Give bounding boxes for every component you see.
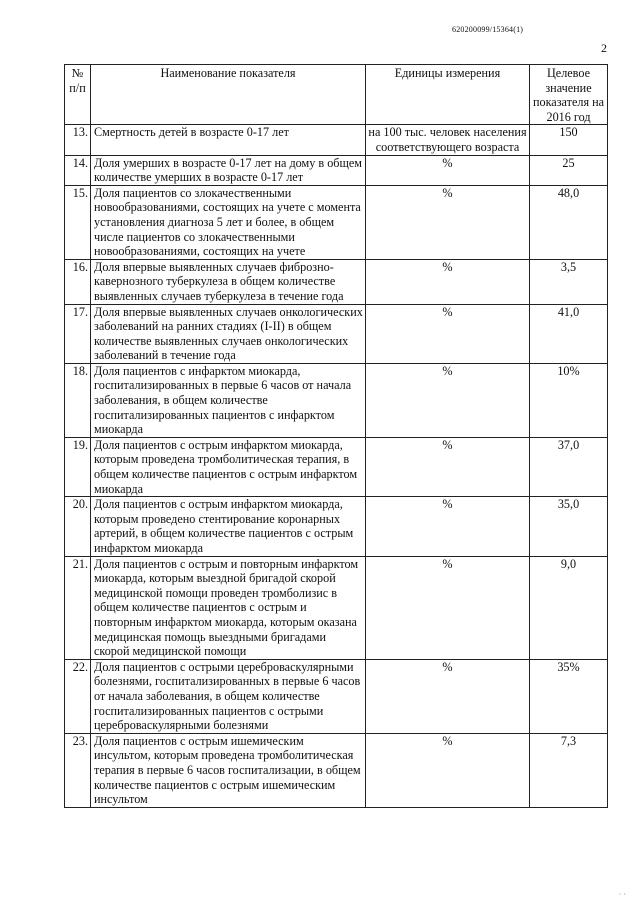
table-row	[65, 259, 608, 304]
column-header-target: Целевое значение показателя на 2016 год	[530, 65, 608, 125]
indicators-table	[64, 64, 608, 808]
target-value: 25	[530, 155, 608, 185]
indicator-name: Доля умерших в возрасте 0-17 лет на дому в общем количестве умерших в возрасте 0-17 лет	[91, 155, 366, 185]
target-value: 35,0	[530, 497, 608, 556]
table-row	[65, 155, 608, 185]
row-number: 23.	[65, 733, 91, 807]
table-row	[65, 185, 608, 259]
column-header-unit: Единицы измерения	[366, 65, 530, 125]
table-body	[65, 125, 608, 807]
row-number: 21.	[65, 556, 91, 659]
table-row	[65, 304, 608, 363]
target-value: 10%	[530, 363, 608, 437]
indicator-name: Доля пациентов с острым инфарктом миокарда, которым проведено стентирование коронарных артерий, в общем количестве пациентов с острым инфарктом миокарда	[91, 497, 366, 556]
row-number: 20.	[65, 497, 91, 556]
table-row	[65, 497, 608, 556]
column-header-name: Наименование показателя	[91, 65, 366, 125]
indicator-name: Доля впервые выявленных случаев фиброзно-кавернозного туберкулеза в общем количестве выявленных случаев туберкулеза в течение года	[91, 259, 366, 304]
target-value: 7,3	[530, 733, 608, 807]
target-value: 48,0	[530, 185, 608, 259]
unit-of-measure: %	[366, 733, 530, 807]
row-number: 13.	[65, 125, 91, 155]
table-row	[65, 733, 608, 807]
table-row	[65, 659, 608, 733]
target-value: 41,0	[530, 304, 608, 363]
unit-of-measure: %	[366, 437, 530, 496]
target-value: 150	[530, 125, 608, 155]
table-row	[65, 556, 608, 659]
table-header-row	[65, 65, 608, 125]
column-header-number: № п/п	[65, 65, 91, 125]
target-value: 37,0	[530, 437, 608, 496]
unit-of-measure: %	[366, 155, 530, 185]
table-row	[65, 363, 608, 437]
table-row	[65, 437, 608, 496]
row-number: 14.	[65, 155, 91, 185]
indicator-name: Смертность детей в возрасте 0-17 лет	[91, 125, 366, 155]
target-value: 9,0	[530, 556, 608, 659]
row-number: 17.	[65, 304, 91, 363]
unit-of-measure: %	[366, 556, 530, 659]
table-row	[65, 125, 608, 155]
indicator-name: Доля пациентов с острым инфарктом миокарда, которым проведена тромболитическая терапия, в общем количестве пациентов с острым инфарктом миокарда	[91, 437, 366, 496]
document-id: 620200099/15364(1)	[452, 25, 524, 34]
indicator-name: Доля пациентов с острыми цереброваскулярными болезнями, госпитализированных в первые 6 часов от начала заболевания, в общем количестве госпитализированных пациентов с острыми цереброваскулярными болезнями	[91, 659, 366, 733]
row-number: 15.	[65, 185, 91, 259]
unit-of-measure: %	[366, 659, 530, 733]
unit-of-measure: %	[366, 185, 530, 259]
indicator-name: Доля пациентов с острым ишемическим инсультом, которым проведена тромболитическая терапия в первые 6 часов госпитализации, в общем количестве пациентов с острым ишемическим инсультом	[91, 733, 366, 807]
indicator-name: Доля пациентов с острым и повторным инфарктом миокарда, которым выездной бригадой скорой медицинской помощи проведен тромболизис в общем количестве пациентов с острым и повторным инфарктом миокарда, которым оказана медицинская помощь выездными бригадами скорой медицинской помощи	[91, 556, 366, 659]
indicator-name: Доля впервые выявленных случаев онкологических заболеваний на ранних стадиях (I-II) в общем количестве выявленных случаев онкологических заболеваний в течение года	[91, 304, 366, 363]
target-value: 35%	[530, 659, 608, 733]
unit-of-measure: на 100 тыс. человек населения соответствующего возраста	[366, 125, 530, 155]
indicator-name: Доля пациентов со злокачественными новообразованиями, состоящих на учете с момента установления диагноза 5 лет и более, в общем числе пациентов со злокачественными новообразованиями, состоящих на учете	[91, 185, 366, 259]
unit-of-measure: %	[366, 497, 530, 556]
unit-of-measure: %	[366, 259, 530, 304]
indicator-name: Доля пациентов с инфарктом миокарда, госпитализированных в первые 6 часов от начала заболевания, в общем количестве госпитализированных пациентов с инфарктом миокарда	[91, 363, 366, 437]
unit-of-measure: %	[366, 363, 530, 437]
page-number: 2	[601, 41, 607, 55]
row-number: 18.	[65, 363, 91, 437]
unit-of-measure: %	[366, 304, 530, 363]
row-number: 16.	[65, 259, 91, 304]
row-number: 22.	[65, 659, 91, 733]
target-value: 3,5	[530, 259, 608, 304]
scan-mark: · ·	[618, 890, 626, 899]
row-number: 19.	[65, 437, 91, 496]
